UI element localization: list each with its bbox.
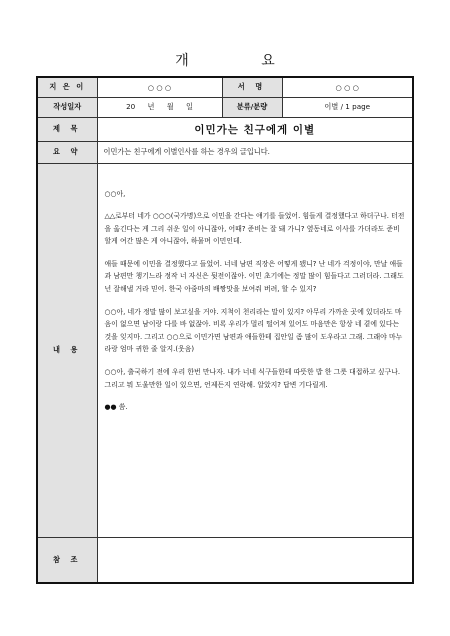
reference-label: 참 조: [37, 537, 97, 583]
summary-label: 요 약: [37, 141, 97, 163]
content-label: 내 용: [37, 163, 97, 537]
category-label: 분류/분량: [222, 97, 282, 117]
overview-table: [36, 76, 414, 584]
book-title-value: ○ ○ ○: [282, 77, 413, 97]
page-title: 개 요: [175, 53, 309, 69]
subject-label: 제 목: [37, 117, 97, 141]
book-title-label: 서 명: [222, 77, 282, 97]
author-label: 지 은 이: [37, 77, 97, 97]
content-paragraph: ○○아, 출국하기 전에 우리 한번 만나자. 내가 너네 식구들한테 따뜻한 밥 한 그릇 대접하고 싶구나. 그리고 뭐 도울만한 일이 있으면, 언제든지 연락해. 알았지? 답변 기다릴게.: [104, 368, 401, 389]
author-value: ○ ○ ○: [97, 77, 222, 97]
content-paragraph: 애들 때문에 이민을 결정했다고 들었어. 너네 남편 직장은 어떻게 됐니? 난 네가 걱정이야, 만날 애들과 남편만 챙기느라 정작 너 자신은 뒷전이잖아. 이민 초기에는 정말 많이 힘들다고 그러더라. 그래도 넌 잘해낼 거라 믿어. 한국 아줌마의 배짱맛을 보여줘 버려, 할 수 있지?: [104, 259, 404, 294]
content-paragraph: △△로부터 네가 ○○○(국가명)으로 이민을 간다는 얘기를 들었어. 힘들게 결정했다고 하더구나. 터전을 옮긴다는 게 그리 쉬운 일이 아니잖아, 어때? 준비는 잘 돼 가니? 옆동네로 이사를 가더라도 준비할게 여간 많은 게 아니잖아, 하물며 이민인데.: [104, 212, 405, 246]
category-value: 이별 / 1 page: [282, 97, 413, 117]
content-signature: ●● 씀.: [104, 403, 128, 412]
summary-value: 이민가는 친구에게 이별인사를 하는 경우의 글입니다.: [97, 141, 413, 163]
subject-value: 이민가는 친구에게 이별: [97, 117, 413, 141]
date-label: 작성일자: [37, 97, 97, 117]
content-body: [97, 163, 413, 537]
reference-value: [97, 537, 413, 583]
date-value: 20 년 월 일: [97, 97, 222, 117]
content-paragraph: ○○아, 네가 정말 많이 보고싶을 거야. 지척이 천리라는 말이 있지? 아무리 가까운 곳에 있더라도 마음이 없으면 남이랑 다를 바 없잖아. 비록 우리가 멀리 떨어져 있어도 마음만은 항상 네 곁에 있다는 것을 잊지마. 그리고 ○○으로 이민가면 남편과 애들한테 집안일 좀 많이 도우라고 그래. 그래야 마누라랑 엄마 귀한 줄 알지.(웃음): [104, 307, 403, 354]
content-paragraph: ○○아,: [104, 189, 126, 198]
